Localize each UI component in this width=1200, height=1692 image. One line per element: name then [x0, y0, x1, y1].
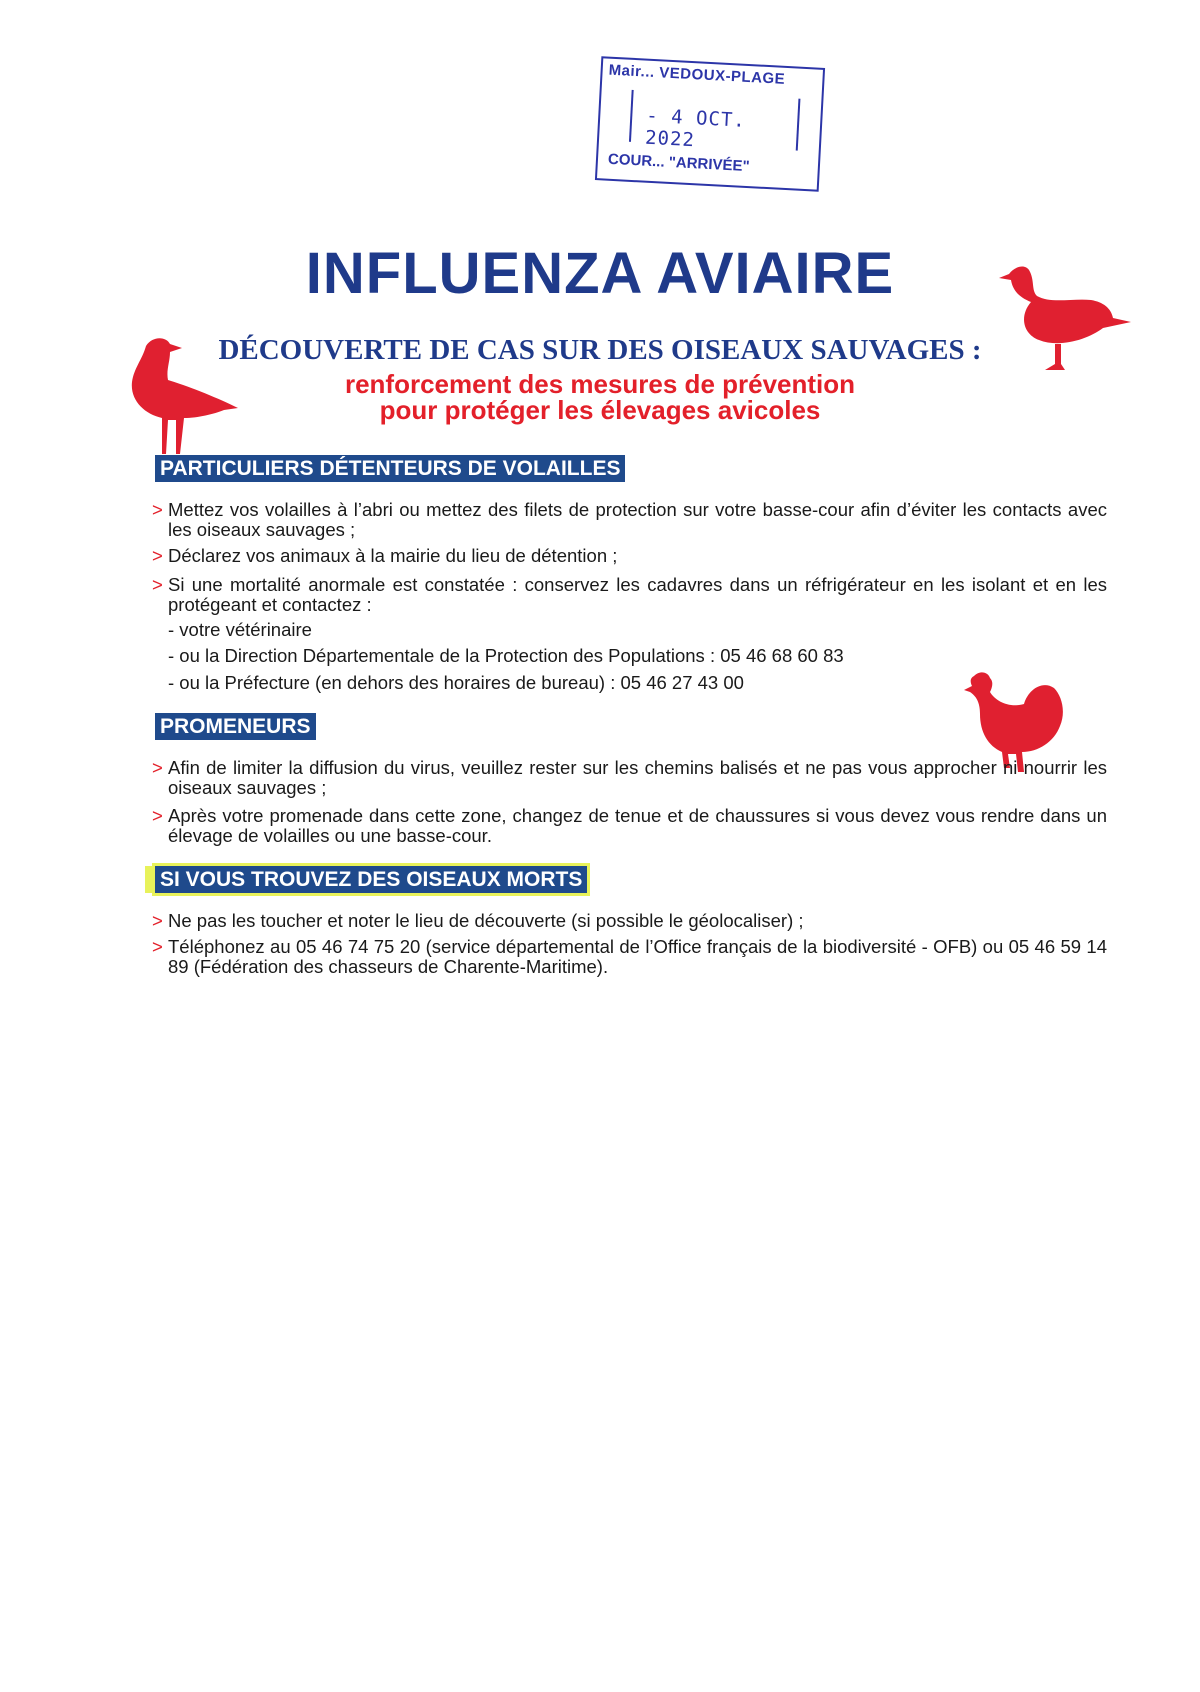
section-title-oiseaux-morts: SI VOUS TROUVEZ DES OISEAUX MORTS — [155, 866, 587, 893]
bullet-marker: > — [152, 805, 163, 826]
tagline-1: renforcement des mesures de prévention — [344, 369, 856, 399]
stamp-date: - 4 OCT. 2022 — [644, 104, 747, 152]
bullet-marker: > — [152, 499, 163, 520]
bullet-marker: > — [152, 757, 163, 778]
contact-line: - ou la Préfecture (en dehors des horaires de bureau) : 05 46 27 43 00 — [168, 672, 744, 693]
list-item: > Après votre promenade dans cette zone, changez de tenue et de chaussures si vous devez vous rendre dans un élevage de volailles ou une basse-cour. — [152, 805, 1107, 846]
tagline-2: pour protéger les élevages avicoles — [379, 395, 821, 425]
list-item: > Déclarez vos animaux à la mairie du lieu de détention ; — [152, 545, 618, 566]
list-item: > Afin de limiter la diffusion du virus, veuillez rester sur les chemins balisés et ne pas vous approcher ni nourrir les oiseaux sauvages ; — [152, 757, 1107, 798]
section-title-promeneurs: PROMENEURS — [155, 713, 316, 740]
bullet-marker: > — [152, 545, 163, 566]
bullet-marker: > — [152, 574, 163, 595]
bullet-marker: > — [152, 936, 163, 957]
page-title: INFLUENZA AVIAIRE — [305, 241, 895, 306]
reception-stamp — [595, 56, 825, 192]
subtitle: DÉCOUVERTE DE CAS SUR DES OISEAUX SAUVAGES : — [218, 334, 982, 366]
section-title-particuliers: PARTICULIERS DÉTENTEURS DE VOLAILLES — [155, 455, 625, 482]
contact-line: - ou la Direction Départementale de la Protection des Populations : 05 46 68 60 83 — [168, 645, 844, 666]
list-item: > Ne pas les toucher et noter le lieu de découverte (si possible le géolocaliser) ; — [152, 910, 804, 931]
list-item: > Si une mortalité anormale est constatée : conservez les cadavres dans un réfrigérateur en les isolant et en les protégeant et contactez : — [152, 574, 1107, 615]
contact-line: - votre vétérinaire — [168, 619, 312, 640]
stamp-inner-box — [629, 90, 800, 151]
list-item: > Mettez vos volailles à l’abri ou mettez des filets de protection sur votre basse-cour afin d’éviter les contacts avec les oiseaux sauvages ; — [152, 499, 1107, 540]
bullet-marker: > — [152, 910, 163, 931]
list-item: > Téléphonez au 05 46 74 75 20 (service départemental de l’Office français de la biodiversité - OFB) ou 05 46 59 14 89 (Fédération des chasseurs de Charente-Maritime). — [152, 936, 1107, 977]
stamp-bottom-text: COUR... "ARRIVÉE" — [607, 150, 751, 176]
stamp-top-text: Mair... VEDOUX-PLAGE — [608, 61, 786, 88]
